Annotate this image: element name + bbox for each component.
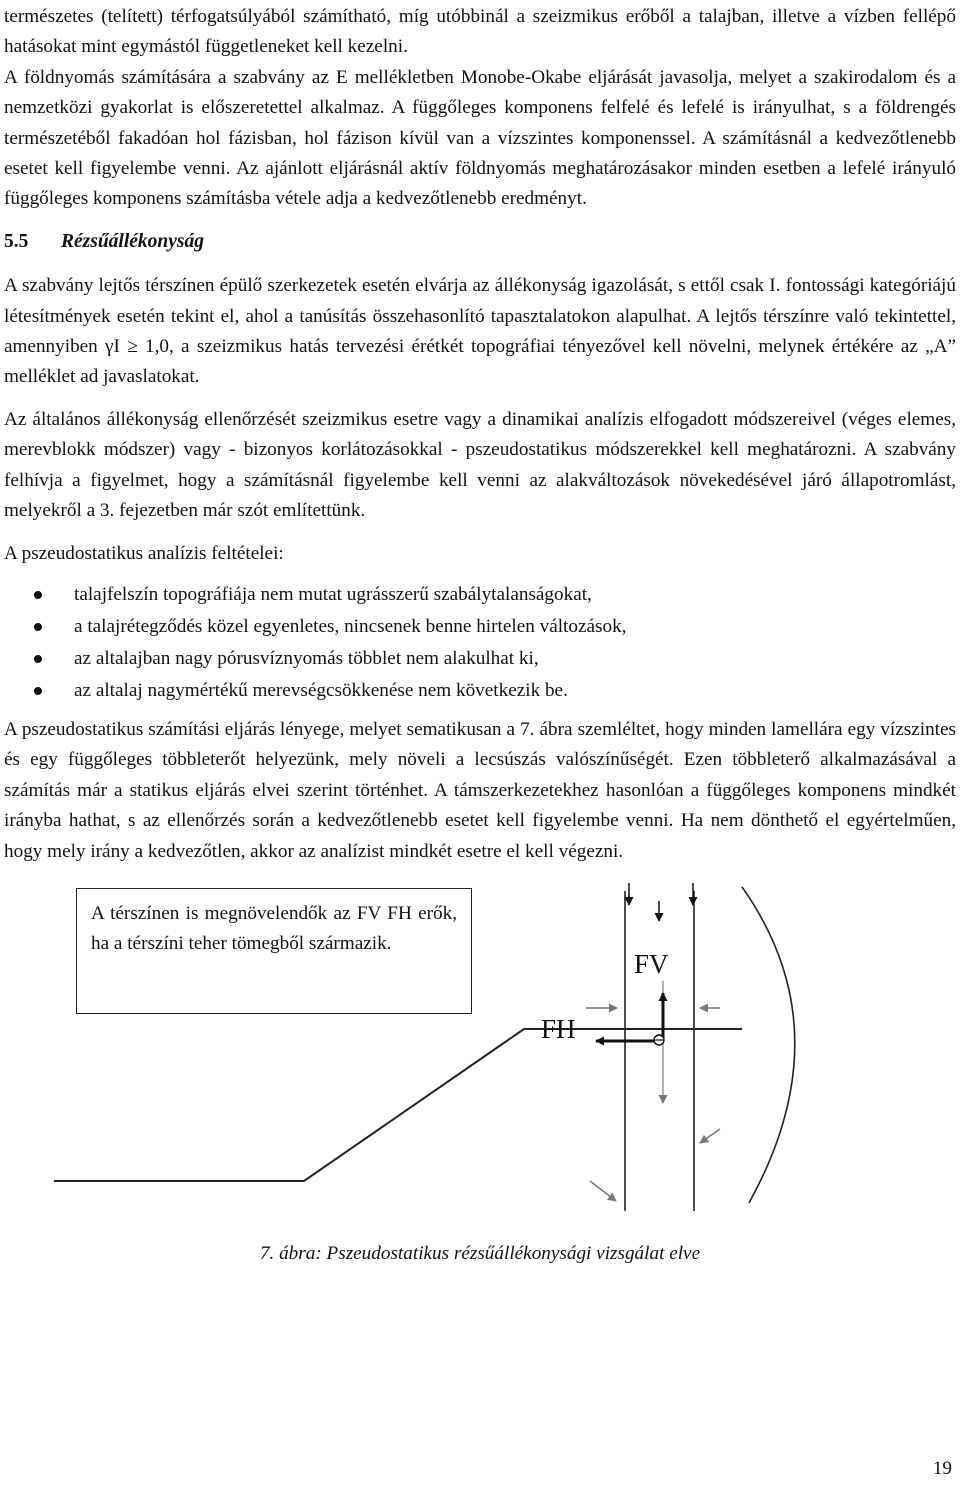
paragraph-slope-text-before: A szabvány lejtős térszínen épülő szerkezetek esetén elvárja az állékonyság igazolását, s ettől csak I. fontossági kategóriájú létesítmények esetén tekint el, ahol a tanúsítás összehasonlító tapasztalatokon alapulhat. A lejtős térszínre való tekintettel, amennyiben — [4, 275, 956, 358]
slip-circle-arc — [742, 887, 795, 1203]
paragraph-continuation: természetes (telített) térfogatsúlyából számítható, míg utóbbinál a szeizmikus erőből a talajban, illetve a vízben fellépő hatásokat mint egymástól függetleneket kell kezelni. — [4, 6, 956, 58]
list-item — [4, 643, 956, 675]
page-number: 19 — [932, 1458, 952, 1479]
paragraph-pseudostatic-method: A pszeudostatikus számítási eljárás lényege, melyet sematikusan a 7. ábra szemléltet, hogy minden lamellára egy vízszintes és egy függőleges többleterőt helyezünk, mely növeli a lecsúszás valószínűségét. Ezen többleterő alkalmazásával a számítás már a statikus eljárás elvei szerint történhet. A támszerkezetekhez hasonlóan a függőleges komponens mindkét irányba hathat, s az ellenőrzés során a kedvezőtlenebb esetet kell figyelembe venni. Ha nem dönthető el egyértelműen, hogy mely irány a kedvezőtlen, akkor az analízist mindkét esetre el kell végezni. — [4, 718, 956, 862]
conditions-list — [4, 579, 956, 707]
fv-label: FV — [634, 948, 669, 979]
paragraph-general-stability: Az általános állékonyság ellenőrzését szeizmikus esetre vagy a dinamikai analízis elfogadott módszereivel (véges elemes, merevblokk módszer) vagy - bizonyos korlátozásokkal - pszeudostatikus módszerekkel kell meghatározni. A szabvány felhívja a figyelmet, hogy a számításnál figyelembe kell venni az alakváltozások növekedésével járó állapotromlást, melyekről a 3. fejezetben már szót említettünk. — [4, 408, 956, 522]
fh-label: FH — [541, 1013, 576, 1044]
list-item-text: talajfelszín topográfiája nem mutat ugrásszerű szabálytalanságokat, — [74, 583, 592, 605]
list-item-text: az altalaj nagymértékű merevségcsökkenése nem következik be. — [74, 679, 568, 701]
bullet-icon — [34, 591, 42, 599]
list-item-text: az altalajban nagy pórusvíznyomás többlet nem alakulhat ki, — [74, 647, 539, 669]
section-number: 5.5 — [4, 230, 29, 252]
bullet-icon — [34, 687, 42, 695]
figure-slope-diagram — [4, 881, 956, 1223]
figure-caption: 7. ábra: Pszeudostatikus rézsűállékonysági vizsgálat elve — [259, 1242, 701, 1264]
section-title: Rézsűállékonyság — [61, 230, 205, 252]
section-heading — [4, 227, 956, 257]
paragraph-slope-text-after: ≥ 1,0, a szeizmikus hatás tervezési érétkét topográfiai tényezővel kell növelni, melynek értékére az „A” melléklet ad javaslatokat. — [4, 336, 956, 388]
gamma-symbol: γI — [105, 336, 120, 358]
list-item-text: a talajrétegződés közel egyenletes, nincsenek benne hirtelen változások, — [74, 615, 627, 637]
bullet-icon — [34, 623, 42, 631]
base-reaction-arrow — [590, 1181, 616, 1201]
ground-surface-line — [54, 1029, 742, 1181]
paragraph-earth-pressure: A földnyomás számítására a szabvány az E mellékletben Monobe-Okabe eljárását javasolja, melyet a szakirodalom és a nemzetközi gyakorlat is előszeretettel alkalmaz. A függőleges komponens felfelé és lefelé is irányulhat, s a földrengés természetéből fakadóan hol fázisban, hol fázison kívül van a vízszintes komponenssel. A számításnál a kedvezőtlenebb esetet kell figyelembe venni. Az ajánlott eljárásnál aktív földnyomás meghatározásakor minden esetben a lefelé irányuló függőleges komponens számításba vétele adja a kedvezőtlenebb eredményt. — [4, 66, 956, 210]
list-item — [4, 579, 956, 611]
base-reaction-arrow — [700, 1129, 720, 1143]
bullet-icon — [34, 655, 42, 663]
paragraph-slope-requirement — [4, 271, 956, 393]
list-item — [4, 675, 956, 707]
list-item — [4, 611, 956, 643]
figure-note-box: A térszínen is megnövelendők az FV FH erők, ha a térszíni teher tömegből származik. — [76, 888, 472, 1014]
paragraph-conditions-intro: A pszeudostatikus analízis feltételei: — [4, 542, 284, 564]
